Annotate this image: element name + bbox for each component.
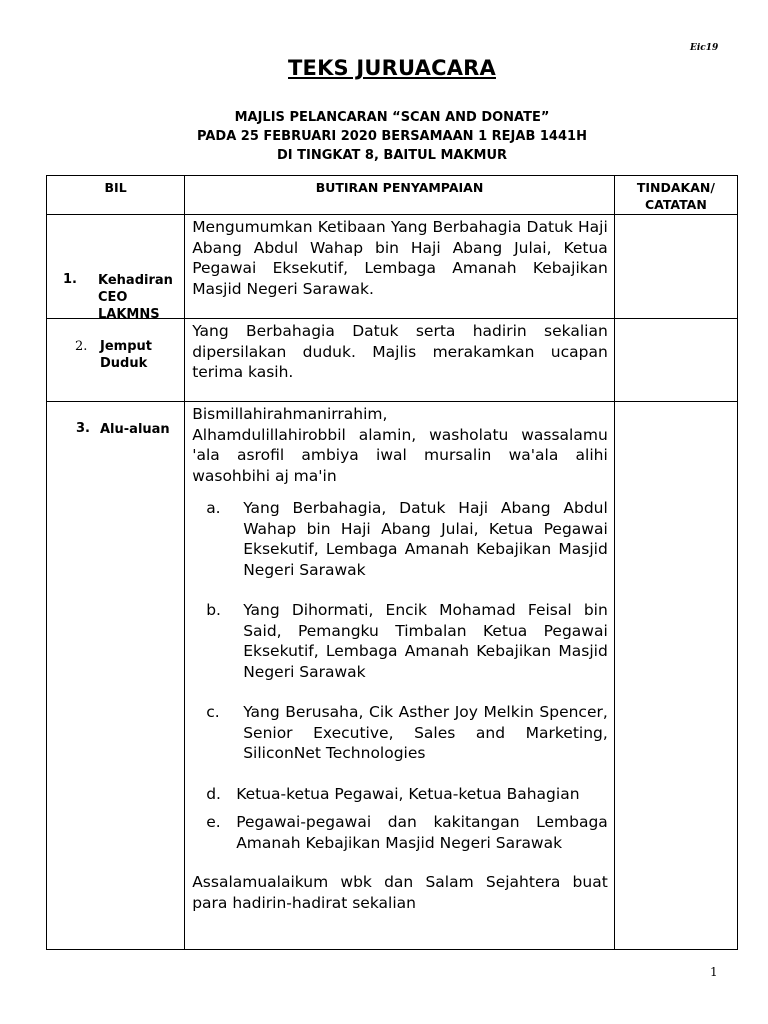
row-3-content-cell [185,402,615,950]
emcee-script-table [46,175,738,950]
row-2-label [100,338,152,372]
event-name-line: MAJLIS PELANCARAN “SCAN AND DONATE” [234,110,550,125]
header-tindakan [614,176,737,215]
list-marker: a. [206,499,221,517]
row-2-label-line: Jemput [100,339,152,354]
event-venue-line: DI TINGKAT 8, BAITUL MAKMUR [276,148,508,163]
document-title: TEKS JURUACARA [288,56,496,80]
list-item [192,600,608,682]
greeting-paragraph: Alhamdulillahirobbil alamin, washolatu wassalamu 'ala asrofil ambiya iwal mursalin wa'ala alihi wasohbihi aj ma'in [192,425,608,485]
document-code: Eic19 [690,43,719,53]
row-3-content [185,402,614,913]
event-date-line: PADA 25 FEBRUARI 2020 BERSAMAAN 1 REJAB 1441H [197,129,587,144]
page-number: 1 [710,965,718,979]
table-header-row [47,176,738,215]
event-details [0,108,768,165]
row-1-label-line: LAKMNS [98,307,160,322]
row-1-label-line: CEO [98,290,128,305]
row-1-bil [47,215,185,322]
row-3-notes-cell [614,402,737,950]
list-marker: d. [206,784,221,803]
row-3-label [100,421,170,438]
row-3-label-line: Alu-aluan [100,422,170,437]
list-marker: b. [206,601,221,619]
list-item [192,812,608,853]
list-item [192,498,608,580]
row-1-number: 1. [63,272,77,287]
row-1-content: Mengumumkan Ketibaan Yang Berbahagia Datuk Haji Abang Abdul Wahap bin Haji Abang Julai, Ketua Pegawai Eksekutif, Lembaga Amanah Kebajikan Masjid Negeri Sarawak. [192,218,608,298]
header-tindakan-line: TINDAKAN/ [636,180,715,195]
row-1-label-line: Kehadiran [98,273,173,288]
greeting-line: Bismillahirahmanirrahim, [192,405,388,423]
list-text: Yang Berusaha, Cik Asther Joy Melkin Spencer, Senior Executive, Sales and Marketing, SiliconNet Technologies [243,703,608,762]
list-marker: c. [206,703,220,721]
row-2-notes-cell [614,319,737,402]
list-item [192,784,608,805]
header-butiran: BUTIRAN PENYAMPAIAN [185,176,615,215]
row-2-label-line: Duduk [100,356,148,371]
row-3-bil [47,402,185,950]
list-item [192,702,608,764]
table-row [47,402,738,950]
row-2-number: 2. [75,339,88,354]
list-marker: e. [206,813,221,831]
row-2-content-cell [185,319,615,402]
header-catatan-line: CATATAN [644,197,707,212]
table-row [47,319,738,402]
list-text: Yang Dihormati, Encik Mohamad Feisal bin Said, Pemangku Timbalan Ketua Pegawai Eksekutif, Lembaga Amanah Kebajikan Masjid Negeri Sarawak [243,601,608,681]
row-2-bil [47,319,185,402]
list-text: Pegawai-pegawai dan kakitangan Lembaga Amanah Kebajikan Masjid Negeri Sarawak [236,813,608,852]
table-row [47,215,738,319]
closing-greeting: Assalamualaikum wbk dan Salam Sejahtera buat para hadirin-hadirat sekalian [192,873,608,912]
header-bil: BIL [47,176,185,215]
row-1-content-cell [185,215,615,319]
list-text: Yang Berbahagia, Datuk Haji Abang Abdul Wahap bin Haji Abang Julai, Ketua Pegawai Eksekutif, Lembaga Amanah Kebajikan Masjid Negeri Sarawak [243,499,608,579]
row-1-notes-cell [614,215,737,319]
list-text: Ketua-ketua Pegawai, Ketua-ketua Bahagian [236,784,580,803]
row-1-label [98,272,173,323]
row-2-content: Yang Berbahagia Datuk serta hadirin sekalian dipersilakan duduk. Majlis merakamkan ucapan terima kasih. [192,322,608,381]
row-3-number: 3. [76,421,90,436]
